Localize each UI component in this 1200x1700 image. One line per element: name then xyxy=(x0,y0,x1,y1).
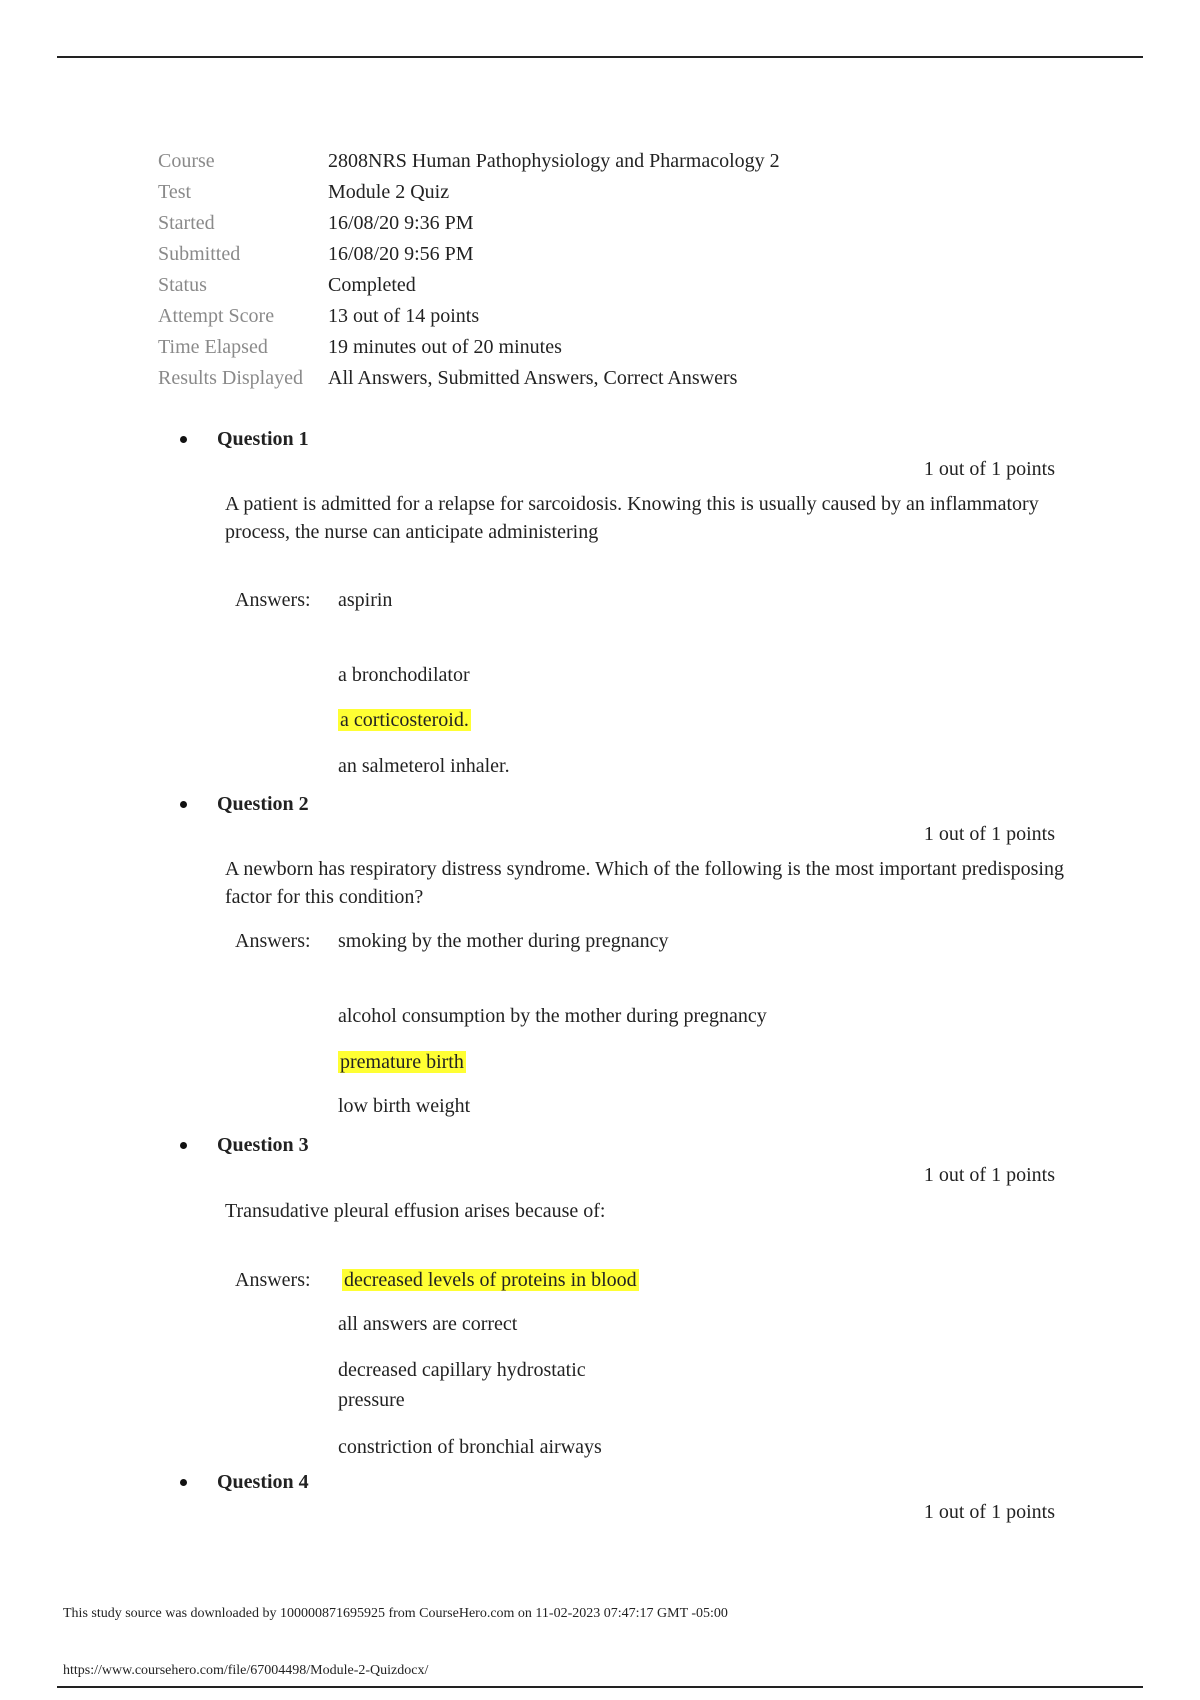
bullet-icon xyxy=(180,1479,187,1486)
answer-option: alcohol consumption by the mother during pregnancy xyxy=(338,1005,767,1027)
meta-value: 2808NRS Human Pathophysiology and Pharmacology 2 xyxy=(328,150,780,172)
answer-option: decreased capillary hydrostatic pressure xyxy=(338,1359,586,1411)
meta-row-test xyxy=(158,177,1058,208)
bottom-rule xyxy=(57,1686,1143,1688)
answer-option-correct: premature birth xyxy=(340,1051,464,1073)
answers-label: Answers: xyxy=(235,589,311,611)
top-rule xyxy=(57,56,1143,58)
meta-value: 16/08/20 9:36 PM xyxy=(328,212,474,234)
meta-row-time-elapsed xyxy=(158,332,1058,363)
answer-option: low birth weight xyxy=(338,1095,471,1117)
question-title: Question 2 xyxy=(217,793,309,815)
source-url[interactable]: https://www.coursehero.com/file/67004498/Module-2-Quizdocx/ xyxy=(63,1663,429,1678)
meta-row-status xyxy=(158,270,1058,301)
bullet-icon xyxy=(180,1142,187,1149)
meta-value: All Answers, Submitted Answers, Correct Answers xyxy=(328,367,738,389)
answer-option: all answers are correct xyxy=(338,1313,518,1335)
meta-value: Module 2 Quiz xyxy=(328,181,450,203)
question-points: 1 out of 1 points xyxy=(923,1501,1055,1523)
question-title: Question 1 xyxy=(217,428,309,450)
answer-option: constriction of bronchial airways xyxy=(338,1436,602,1458)
question-title: Question 3 xyxy=(217,1134,309,1156)
answers-label: Answers: xyxy=(235,1269,311,1291)
question-points: 1 out of 1 points xyxy=(923,1164,1055,1186)
meta-label: Submitted xyxy=(158,243,241,265)
question-heading xyxy=(180,793,309,816)
meta-label: Started xyxy=(158,212,215,234)
meta-label: Time Elapsed xyxy=(158,336,268,358)
answer-option: a bronchodilator xyxy=(338,664,470,686)
question-heading xyxy=(180,428,309,451)
answer-option: an salmeterol inhaler. xyxy=(338,755,510,777)
meta-label: Course xyxy=(158,150,215,172)
meta-row-submitted xyxy=(158,239,1058,270)
meta-row-results-displayed xyxy=(158,363,1058,394)
question-heading xyxy=(180,1471,309,1494)
meta-row-started xyxy=(158,208,1058,239)
answers-label: Answers: xyxy=(235,930,311,952)
question-text: A newborn has respiratory distress syndrome. Which of the following is the most important predisposing factor for this condition? xyxy=(225,858,1064,908)
meta-value: Completed xyxy=(328,274,416,296)
answer-option: aspirin xyxy=(338,589,393,611)
question-text: Transudative pleural effusion arises because of: xyxy=(225,1200,606,1222)
answer-option-correct: decreased levels of proteins in blood xyxy=(344,1269,637,1291)
question-heading xyxy=(180,1134,309,1157)
question-points: 1 out of 1 points xyxy=(923,458,1055,480)
meta-label: Test xyxy=(158,181,192,203)
answer-option: smoking by the mother during pregnancy xyxy=(338,930,669,952)
meta-label: Results Displayed xyxy=(158,367,303,389)
meta-row-course xyxy=(158,146,1058,177)
bullet-icon xyxy=(180,801,187,808)
question-text: A patient is admitted for a relapse for sarcoidosis. Knowing this is usually caused by an inflammatory process, the nurse can anticipate administering xyxy=(225,493,1039,543)
meta-label: Status xyxy=(158,274,207,296)
meta-value: 13 out of 14 points xyxy=(328,305,480,327)
download-source-note: This study source was downloaded by 100000871695925 from CourseHero.com on 11-02-2023 07:47:17 GMT -05:00 xyxy=(63,1606,728,1621)
answer-option-correct: a corticosteroid. xyxy=(340,709,469,731)
question-points: 1 out of 1 points xyxy=(923,823,1055,845)
meta-label: Attempt Score xyxy=(158,305,275,327)
question-title: Question 4 xyxy=(217,1471,309,1493)
meta-row-attempt-score xyxy=(158,301,1058,332)
meta-value: 16/08/20 9:56 PM xyxy=(328,243,474,265)
bullet-icon xyxy=(180,436,187,443)
attempt-summary xyxy=(158,146,1058,394)
meta-value: 19 minutes out of 20 minutes xyxy=(328,336,562,358)
